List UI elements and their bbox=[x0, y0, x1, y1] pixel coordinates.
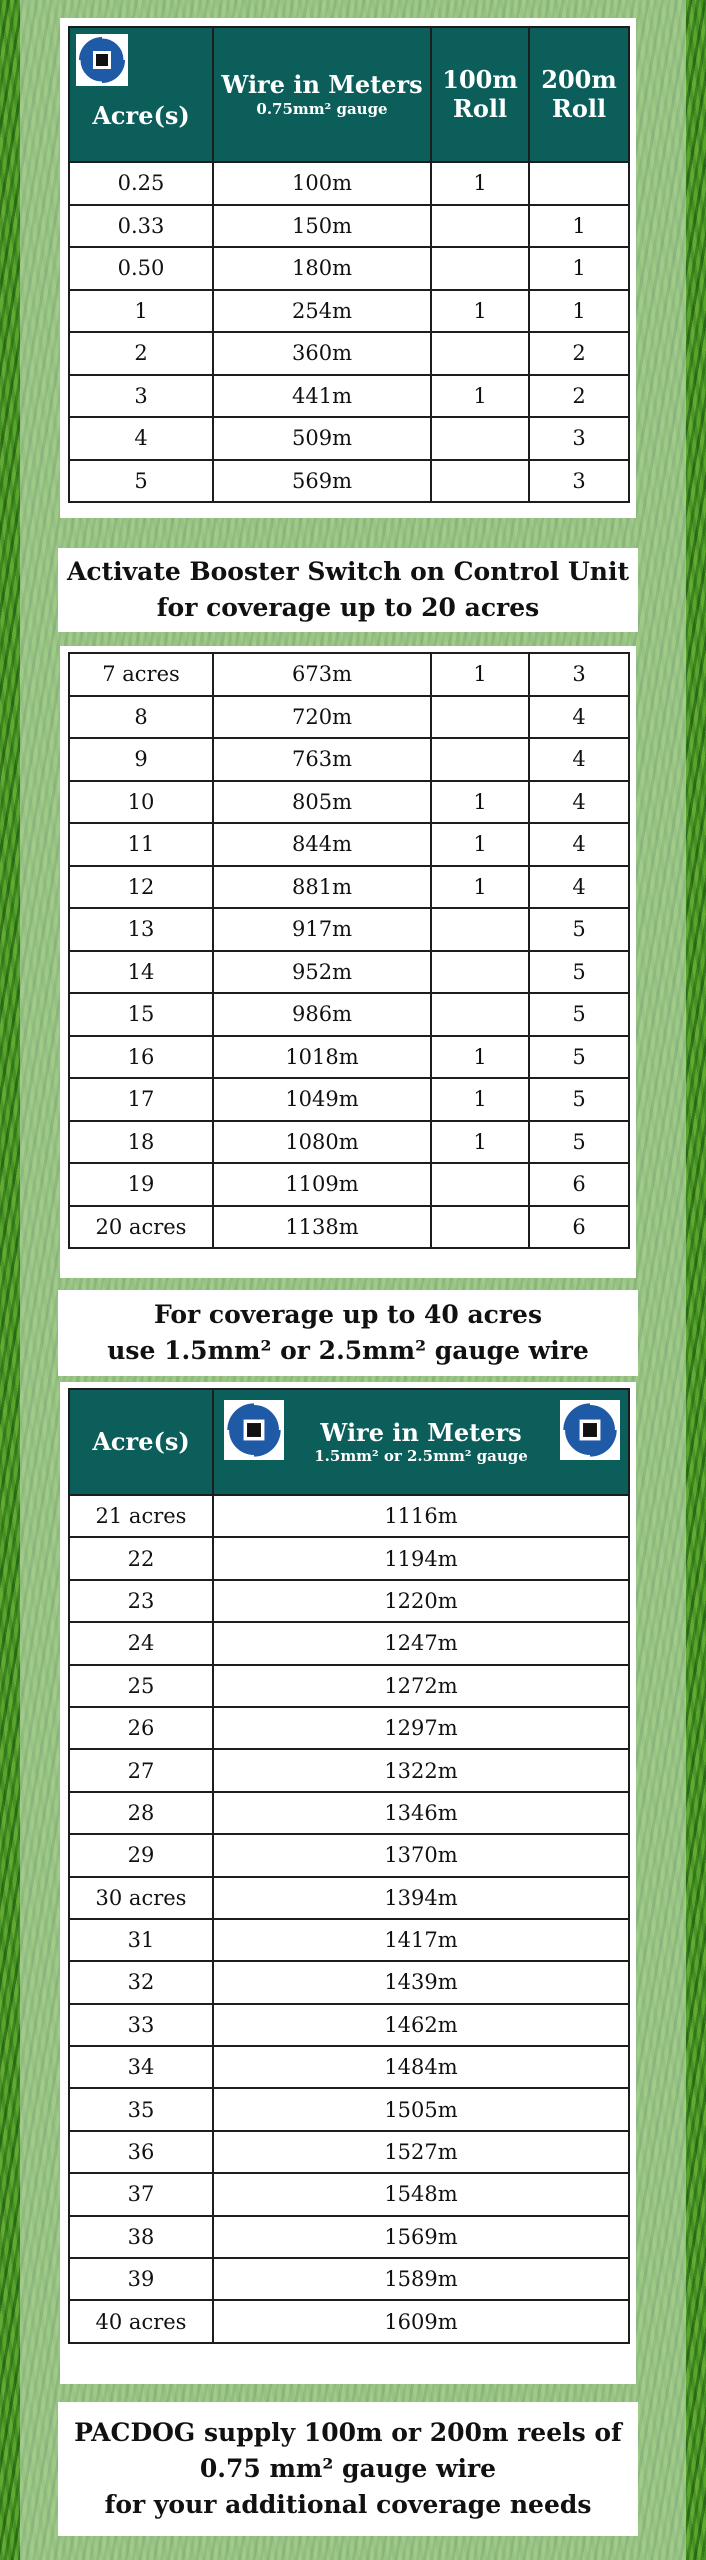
acres-cell: 0.25 bbox=[69, 162, 213, 205]
footer-banner bbox=[58, 2402, 638, 2536]
header3-acres-label: Acre(s) bbox=[92, 1426, 190, 1456]
wire-cell: 805m bbox=[213, 781, 431, 824]
table-row bbox=[69, 1792, 629, 1834]
roll200-cell: 3 bbox=[529, 460, 629, 503]
acres-cell: 14 bbox=[69, 951, 213, 994]
wire-cell: 1018m bbox=[213, 1036, 431, 1079]
wire-cell: 1194m bbox=[213, 1537, 629, 1579]
wire-cell: 1548m bbox=[213, 2173, 629, 2215]
table-row bbox=[69, 1665, 629, 1707]
acres-cell: 17 bbox=[69, 1078, 213, 1121]
wire-cell: 763m bbox=[213, 738, 431, 781]
roll200-cell: 3 bbox=[529, 653, 629, 696]
header-acres-label: Acre(s) bbox=[92, 101, 190, 131]
header-roll100 bbox=[431, 27, 529, 162]
acres-cell: 24 bbox=[69, 1622, 213, 1664]
acres-cell: 3 bbox=[69, 375, 213, 418]
wire-cell: 1116m bbox=[213, 1495, 629, 1537]
header-roll100-label: 100m Roll bbox=[442, 64, 518, 123]
wire-cell: 986m bbox=[213, 993, 431, 1036]
roll100-cell bbox=[431, 696, 529, 739]
wire-cell: 1247m bbox=[213, 1622, 629, 1664]
table-row bbox=[69, 951, 629, 994]
acres-cell: 25 bbox=[69, 1665, 213, 1707]
pacdog-logo-icon bbox=[76, 34, 128, 86]
header-acres bbox=[69, 27, 213, 162]
table-row bbox=[69, 205, 629, 248]
footer-line1: PACDOG supply 100m or 200m reels of bbox=[74, 2418, 622, 2447]
roll200-cell: 5 bbox=[529, 951, 629, 994]
roll200-cell: 4 bbox=[529, 781, 629, 824]
acres-cell: 21 acres bbox=[69, 1495, 213, 1537]
wire-cell: 917m bbox=[213, 908, 431, 951]
wire-cell: 1346m bbox=[213, 1792, 629, 1834]
header-wire-sub: 0.75mm² gauge bbox=[256, 99, 388, 118]
roll200-cell: 1 bbox=[529, 247, 629, 290]
wire-cell: 1589m bbox=[213, 2258, 629, 2300]
wire-cell: 1527m bbox=[213, 2131, 629, 2173]
roll100-cell bbox=[431, 205, 529, 248]
acres-cell: 28 bbox=[69, 1792, 213, 1834]
pacdog-logo-icon bbox=[560, 1400, 620, 1460]
acres-cell: 11 bbox=[69, 823, 213, 866]
roll100-cell bbox=[431, 417, 529, 460]
roll200-cell: 5 bbox=[529, 1036, 629, 1079]
wire-cell: 254m bbox=[213, 290, 431, 333]
acres-cell: 36 bbox=[69, 2131, 213, 2173]
wire-cell: 100m bbox=[213, 162, 431, 205]
acres-cell: 35 bbox=[69, 2088, 213, 2130]
roll200-cell: 5 bbox=[529, 908, 629, 951]
header3-wire-label: Wire in Meters bbox=[320, 1417, 522, 1447]
acres-cell: 22 bbox=[69, 1537, 213, 1579]
roll100-cell: 1 bbox=[431, 162, 529, 205]
table-row bbox=[69, 1961, 629, 2003]
header-roll200-label: 200m Roll bbox=[541, 64, 617, 123]
table-row bbox=[69, 2004, 629, 2046]
table-row bbox=[69, 2216, 629, 2258]
roll100-cell: 1 bbox=[431, 1121, 529, 1164]
acres-cell: 8 bbox=[69, 696, 213, 739]
wire-cell: 1505m bbox=[213, 2088, 629, 2130]
table-row bbox=[69, 1206, 629, 1249]
roll200-cell: 1 bbox=[529, 205, 629, 248]
wire-cell: 1049m bbox=[213, 1078, 431, 1121]
wire-cell: 150m bbox=[213, 205, 431, 248]
table1-wrap bbox=[68, 26, 628, 503]
wire-cell: 1322m bbox=[213, 1749, 629, 1791]
wire-cell: 720m bbox=[213, 696, 431, 739]
roll200-cell: 6 bbox=[529, 1206, 629, 1249]
roll100-cell: 1 bbox=[431, 653, 529, 696]
table-row bbox=[69, 1163, 629, 1206]
booster-banner bbox=[58, 548, 638, 632]
acres-cell: 1 bbox=[69, 290, 213, 333]
wire-cell: 569m bbox=[213, 460, 431, 503]
acres-cell: 9 bbox=[69, 738, 213, 781]
table-row bbox=[69, 1834, 629, 1876]
footer-line2: 0.75 mm² gauge wire bbox=[199, 2454, 497, 2483]
roll100-cell: 1 bbox=[431, 823, 529, 866]
acres-cell: 15 bbox=[69, 993, 213, 1036]
wire-cell: 1484m bbox=[213, 2046, 629, 2088]
acres-cell: 7 acres bbox=[69, 653, 213, 696]
table-row bbox=[69, 908, 629, 951]
wire-cell: 1609m bbox=[213, 2300, 629, 2342]
acres-cell: 0.50 bbox=[69, 247, 213, 290]
roll200-cell: 1 bbox=[529, 290, 629, 333]
header-wire-label: Wire in Meters bbox=[221, 70, 423, 100]
table-row bbox=[69, 1622, 629, 1664]
acres-cell: 29 bbox=[69, 1834, 213, 1876]
wire-cell: 1569m bbox=[213, 2216, 629, 2258]
roll200-cell: 5 bbox=[529, 1078, 629, 1121]
wire-cell: 1417m bbox=[213, 1919, 629, 1961]
wire-cell: 441m bbox=[213, 375, 431, 418]
table-row bbox=[69, 460, 629, 503]
roll200-cell: 4 bbox=[529, 866, 629, 909]
acres-cell: 31 bbox=[69, 1919, 213, 1961]
header3-wire bbox=[213, 1389, 629, 1495]
table-row bbox=[69, 1495, 629, 1537]
roll200-cell: 6 bbox=[529, 1163, 629, 1206]
acres-cell: 32 bbox=[69, 1961, 213, 2003]
table-row bbox=[69, 1707, 629, 1749]
header3-wire-sub: 1.5mm² or 2.5mm² gauge bbox=[314, 1447, 528, 1466]
roll100-cell bbox=[431, 993, 529, 1036]
roll200-cell bbox=[529, 162, 629, 205]
roll200-cell: 5 bbox=[529, 993, 629, 1036]
roll100-cell bbox=[431, 951, 529, 994]
acres-cell: 33 bbox=[69, 2004, 213, 2046]
table-row bbox=[69, 1537, 629, 1579]
table-row bbox=[69, 2131, 629, 2173]
acres-cell: 27 bbox=[69, 1749, 213, 1791]
table-row bbox=[69, 738, 629, 781]
acres-cell: 4 bbox=[69, 417, 213, 460]
roll200-cell: 3 bbox=[529, 417, 629, 460]
wire-cell: 1462m bbox=[213, 2004, 629, 2046]
roll100-cell: 1 bbox=[431, 1036, 529, 1079]
acres-cell: 40 acres bbox=[69, 2300, 213, 2342]
table-row bbox=[69, 823, 629, 866]
acres-cell: 39 bbox=[69, 2258, 213, 2300]
roll200-cell: 2 bbox=[529, 375, 629, 418]
footer-line3: for your additional coverage needs bbox=[104, 2490, 592, 2519]
roll100-cell: 1 bbox=[431, 290, 529, 333]
table-row bbox=[69, 2258, 629, 2300]
roll100-cell bbox=[431, 908, 529, 951]
wire-cell: 673m bbox=[213, 653, 431, 696]
table-row bbox=[69, 247, 629, 290]
acres-cell: 20 acres bbox=[69, 1206, 213, 1249]
acres-cell: 10 bbox=[69, 781, 213, 824]
acres-cell: 16 bbox=[69, 1036, 213, 1079]
wire-cell: 509m bbox=[213, 417, 431, 460]
table2-wrap bbox=[68, 652, 628, 1249]
acres-cell: 2 bbox=[69, 332, 213, 375]
roll100-cell: 1 bbox=[431, 1078, 529, 1121]
acres-cell: 13 bbox=[69, 908, 213, 951]
table-row bbox=[69, 1749, 629, 1791]
table-row bbox=[69, 1919, 629, 1961]
wire-cell: 360m bbox=[213, 332, 431, 375]
table-row bbox=[69, 2046, 629, 2088]
coverage-banner-line1: For coverage up to 40 acres bbox=[153, 1300, 543, 1329]
wire-cell: 1297m bbox=[213, 1707, 629, 1749]
wire-cell: 1138m bbox=[213, 1206, 431, 1249]
table-row bbox=[69, 1121, 629, 1164]
booster-banner-line1: Activate Booster Switch on Control Unit bbox=[66, 557, 630, 586]
table-row bbox=[69, 2088, 629, 2130]
acres-cell: 5 bbox=[69, 460, 213, 503]
table-row bbox=[69, 375, 629, 418]
table3-wrap bbox=[68, 1388, 628, 2344]
wire-table-2 bbox=[68, 652, 630, 1249]
roll200-cell: 4 bbox=[529, 823, 629, 866]
wire-cell: 952m bbox=[213, 951, 431, 994]
table-row bbox=[69, 417, 629, 460]
table-row bbox=[69, 332, 629, 375]
roll100-cell: 1 bbox=[431, 375, 529, 418]
table-row bbox=[69, 653, 629, 696]
wire-cell: 1272m bbox=[213, 1665, 629, 1707]
acres-cell: 26 bbox=[69, 1707, 213, 1749]
wire-table-3 bbox=[68, 1388, 630, 2344]
roll200-cell: 4 bbox=[529, 738, 629, 781]
wire-cell: 844m bbox=[213, 823, 431, 866]
roll100-cell bbox=[431, 332, 529, 375]
table-row bbox=[69, 2300, 629, 2342]
table-row bbox=[69, 2173, 629, 2215]
roll100-cell bbox=[431, 1163, 529, 1206]
wire-cell: 881m bbox=[213, 866, 431, 909]
pacdog-logo-icon bbox=[224, 1400, 284, 1460]
acres-cell: 0.33 bbox=[69, 205, 213, 248]
roll100-cell bbox=[431, 460, 529, 503]
roll100-cell bbox=[431, 247, 529, 290]
roll200-cell: 5 bbox=[529, 1121, 629, 1164]
acres-cell: 12 bbox=[69, 866, 213, 909]
table-row bbox=[69, 1078, 629, 1121]
wire-cell: 1394m bbox=[213, 1877, 629, 1919]
wire-cell: 180m bbox=[213, 247, 431, 290]
table-row bbox=[69, 781, 629, 824]
table-row bbox=[69, 290, 629, 333]
roll200-cell: 2 bbox=[529, 332, 629, 375]
table-row bbox=[69, 1580, 629, 1622]
wire-cell: 1439m bbox=[213, 1961, 629, 2003]
acres-cell: 37 bbox=[69, 2173, 213, 2215]
roll100-cell bbox=[431, 738, 529, 781]
booster-banner-line2: for coverage up to 20 acres bbox=[156, 593, 540, 622]
table-row bbox=[69, 1877, 629, 1919]
roll100-cell bbox=[431, 1206, 529, 1249]
header3-acres bbox=[69, 1389, 213, 1495]
table-row bbox=[69, 993, 629, 1036]
table-row bbox=[69, 1036, 629, 1079]
roll100-cell: 1 bbox=[431, 781, 529, 824]
roll100-cell: 1 bbox=[431, 866, 529, 909]
acres-cell: 19 bbox=[69, 1163, 213, 1206]
acres-cell: 30 acres bbox=[69, 1877, 213, 1919]
wire-cell: 1220m bbox=[213, 1580, 629, 1622]
acres-cell: 38 bbox=[69, 2216, 213, 2258]
acres-cell: 23 bbox=[69, 1580, 213, 1622]
wire-cell: 1109m bbox=[213, 1163, 431, 1206]
wire-cell: 1370m bbox=[213, 1834, 629, 1876]
wire-table-1 bbox=[68, 26, 630, 503]
acres-cell: 34 bbox=[69, 2046, 213, 2088]
coverage-banner bbox=[58, 1290, 638, 1376]
header-wire bbox=[213, 27, 431, 162]
roll200-cell: 4 bbox=[529, 696, 629, 739]
table-row bbox=[69, 866, 629, 909]
table-row bbox=[69, 162, 629, 205]
acres-cell: 18 bbox=[69, 1121, 213, 1164]
coverage-banner-line2: use 1.5mm² or 2.5mm² gauge wire bbox=[107, 1336, 589, 1365]
header-roll200 bbox=[529, 27, 629, 162]
table-row bbox=[69, 696, 629, 739]
wire-cell: 1080m bbox=[213, 1121, 431, 1164]
